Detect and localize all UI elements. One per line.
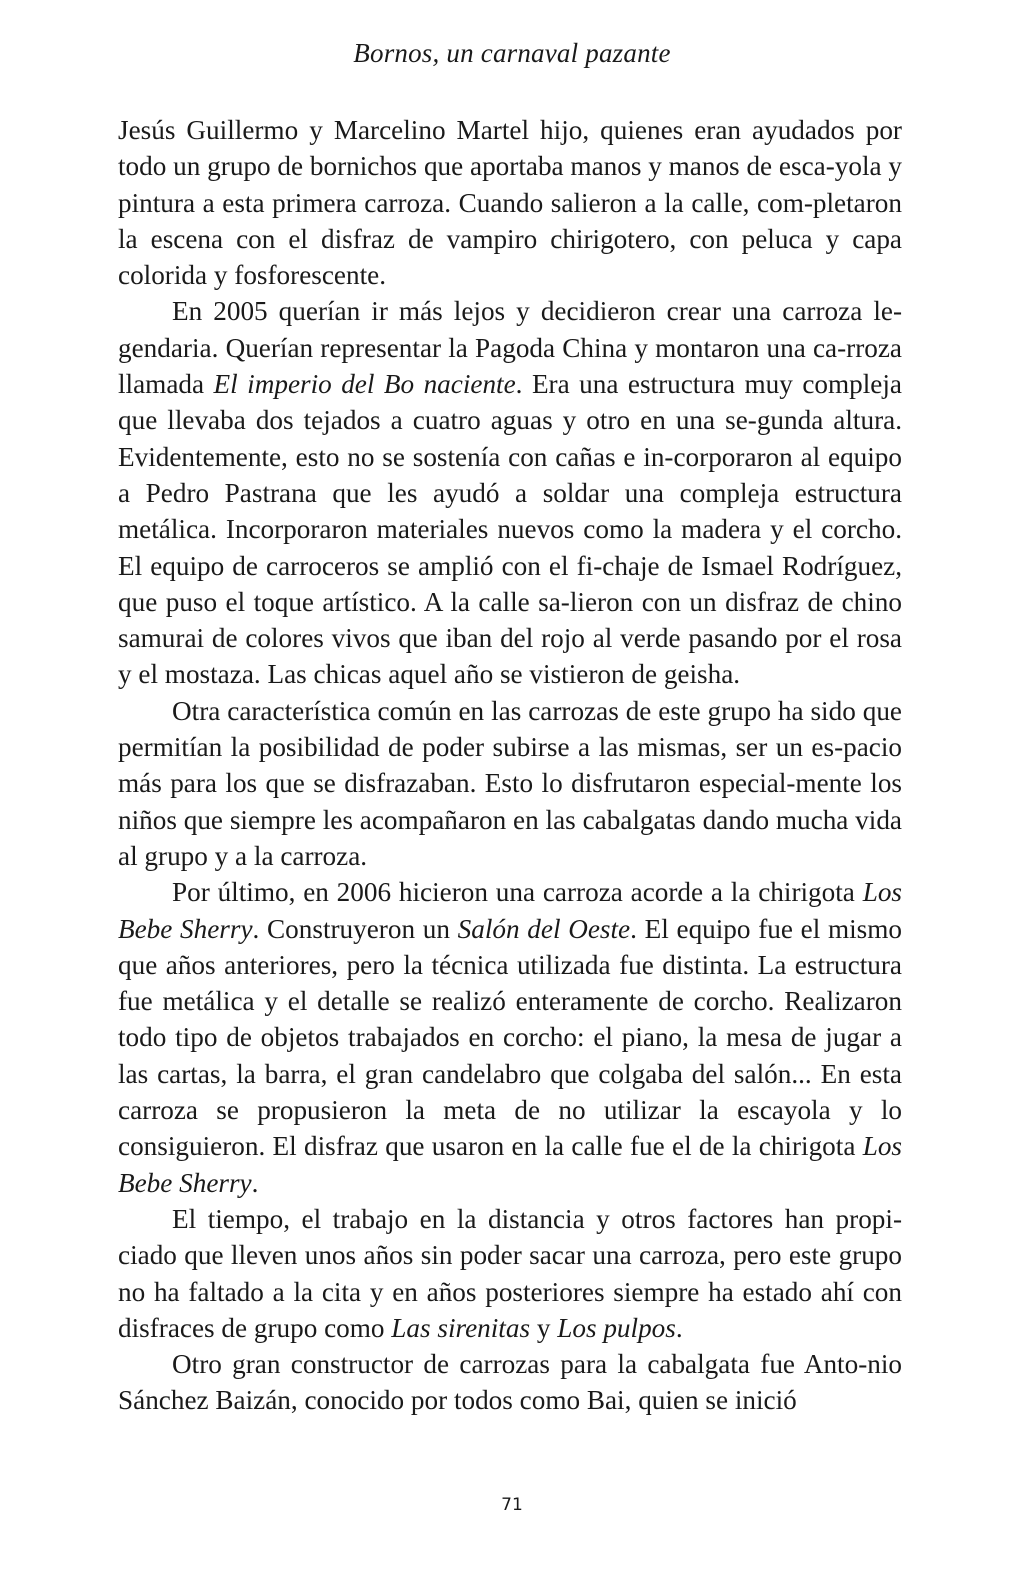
text-run: . Era una estructura muy compleja que llevaba dos tejados a cuatro aguas y otro en una se-gunda altura. Evidentemente, esto no se sostenía con cañas e in-corporaron al equipo a Pedro Pastrana que les ayudó a soldar una compleja estructura metálica. Incorporaron materiales nuevos como la madera y el corcho. El equipo de carroceros se amplió con el fi-chaje de Ismael Rodríguez, que puso el toque artístico. A la calle sa-lieron con un disfraz de chino samurai de colores vivos que iban del rojo al verde pasando por el rosa y el mostaza. Las chicas aquel año se vistieron de geisha.: [118, 369, 902, 690]
text-run: Jesús Guillermo y Marcelino Martel hijo, quienes eran ayudados por todo un grupo de bornichos que aportaba manos y manos de esca-yola y pintura a esta primera carroza. Cuando salieron a la calle, com-pletaron la escena con el disfraz de vampiro chirigotero, con peluca y capa colorida y fosforescente.: [118, 115, 902, 291]
text-run: El tiempo, el trabajo en la distancia y otros factores han propi-ciado que lleven unos años sin poder sacar una carroza, pero este grupo no ha faltado a la cita y en años posteriores siempre ha estado ahí con disfraces de grupo como: [118, 1203, 902, 1343]
italic-title: Los Bebe Sherry: [118, 1131, 902, 1198]
text-run: .: [675, 1312, 683, 1343]
text-run: Por último, en 2006 hicieron una carroza acorde a la chirigota: [172, 877, 863, 908]
text-run: .: [251, 1167, 259, 1198]
body-text: [118, 112, 902, 1419]
italic-title: Los Bebe Sherry: [118, 877, 902, 944]
paragraph: [118, 293, 902, 692]
text-run: Otra característica común en las carrozas de este grupo ha sido que permitían la posibilidad de poder subirse a las mismas, ser un es-pacio más para los que se disfrazaban. Esto lo disfrutaron especial-mente los niños que siempre les acompañaron en las cabalgatas dando mucha vida al grupo y a la carroza.: [118, 695, 902, 871]
text-run: Otro gran constructor de carrozas para la cabalgata fue Anto-nio Sánchez Baizán, conocido por todos como Bai, quien se inició: [118, 1349, 902, 1416]
italic-title: Los pulpos: [557, 1312, 676, 1343]
text-run: . El equipo fue el mismo que años anteriores, pero la técnica utilizada fue distinta. La estructura fue metálica y el detalle se realizó enteramente de corcho. Realizaron todo tipo de objetos trabajados en corcho: el piano, la mesa de jugar a las cartas, la barra, el gran candelabro que colgaba del salón... En esta carroza se propusieron la meta de no utilizar la escayola y lo consiguieron. El disfraz que usaron en la calle fue el de la chirigota: [118, 913, 902, 1162]
paragraph: [118, 874, 902, 1201]
paragraph: [118, 1346, 902, 1419]
text-run: y: [530, 1312, 558, 1343]
italic-title: Las sirenitas: [391, 1312, 531, 1343]
italic-title: Salón del Oeste: [457, 913, 631, 944]
paragraph: [118, 112, 902, 293]
paragraph: [118, 1201, 902, 1346]
italic-title: El imperio del Bo naciente: [213, 369, 516, 400]
text-run: . Construyeron un: [252, 913, 458, 944]
paragraph: [118, 693, 902, 874]
running-header: Bornos, un carnaval pazante: [353, 38, 671, 68]
page-number: 71: [501, 1495, 523, 1515]
text-run: En 2005 querían ir más lejos y decidieron crear una carroza le-gendaria. Querían representar la Pagoda China y montaron una ca-rroza llamada: [118, 296, 902, 400]
